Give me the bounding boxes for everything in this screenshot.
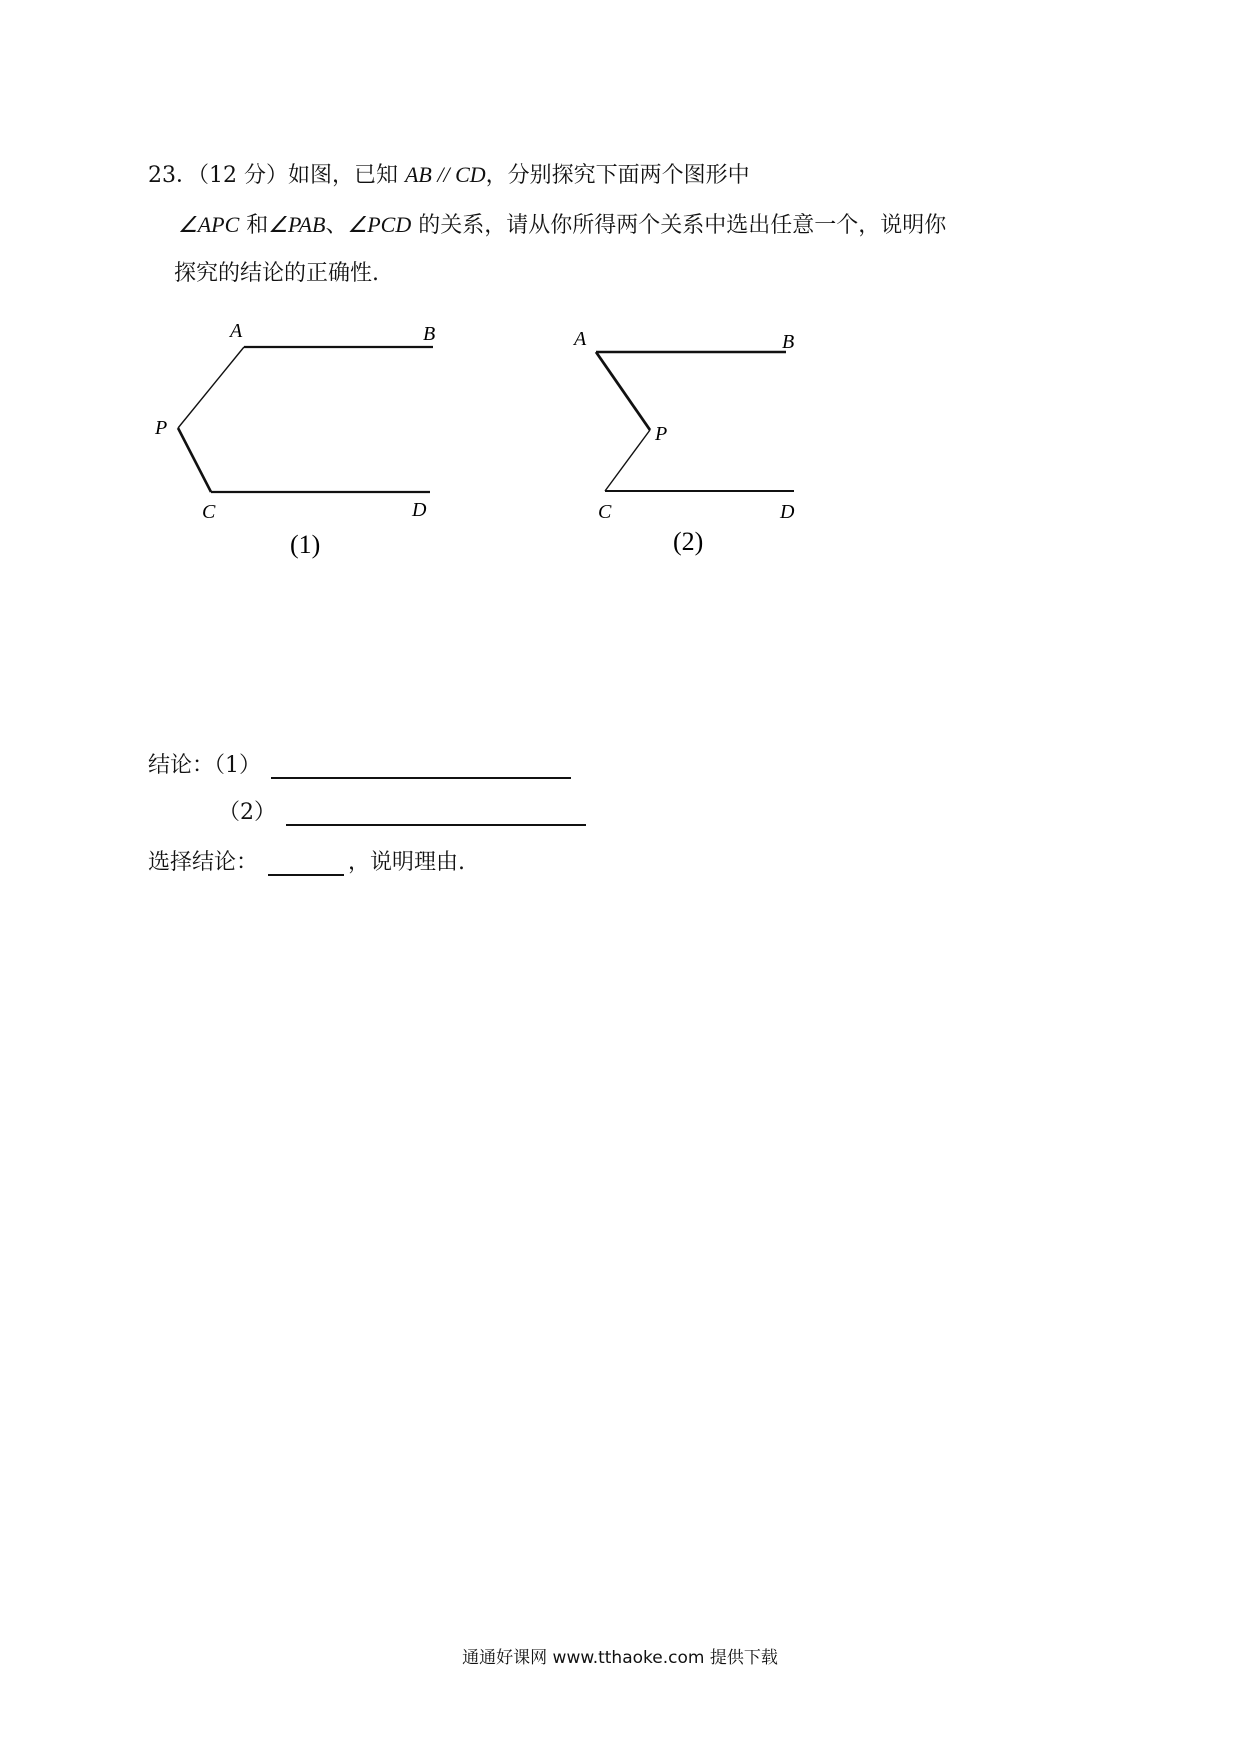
angle-pab: ∠PAB [268,212,326,237]
fig2-segment-pc [605,430,650,491]
fig2-label-b: B [782,331,795,353]
conclusion-1-label: 结论：（1） [148,753,261,778]
fig1-label-d: D [412,499,427,521]
choose-conclusion-blank[interactable] [268,852,344,876]
question-suffix: ，分别探究下面两个图形中 [485,163,750,188]
fig1-label-b: B [423,323,436,345]
conclusion-1-row [148,748,571,779]
conclusion-2-label: （2） [218,800,276,825]
fig1-label-a: A [230,320,243,342]
page-footer: 通通好课网 www.tthaoke.com 提供下载 [462,1648,778,1668]
fig1-segment-ap [178,347,244,428]
fig2-segment-ap [596,352,650,430]
question-instruction: 的关系，请从你所得两个关系中选出任意一个，说明你 [411,213,947,238]
fig2-label-a: A [574,328,587,350]
fig2-label-c: C [598,501,612,523]
fig2-label-d: D [780,501,795,523]
fig2-label-p: P [655,423,668,445]
figure-1 [154,320,435,559]
angle-pcd: ∠PCD [347,212,412,237]
choose-conclusion-label: 选择结论： [148,850,259,875]
text-and: 和 [239,213,269,238]
choose-conclusion-row [148,845,465,876]
parallel-statement: AB // CD [404,162,486,187]
fig1-caption: (1) [290,530,321,559]
fig1-label-p: P [155,417,168,439]
fig2-caption: (2) [673,527,704,556]
question-line-3: 探究的结论的正确性. [174,261,379,286]
conclusion-1-blank[interactable] [271,755,571,779]
figure-2 [572,328,795,556]
fig1-label-c: C [202,501,216,523]
text-sep: 、 [325,213,348,238]
fig1-segment-pc [178,428,211,492]
geometry-figures [0,0,1240,600]
question-prefix: 23．（12 分）如图，已知 [148,163,405,188]
conclusion-2-row [218,795,586,826]
angle-apc: ∠APC [178,212,240,237]
choose-conclusion-suffix: ，说明理由. [348,850,466,875]
conclusion-2-blank[interactable] [286,802,586,826]
